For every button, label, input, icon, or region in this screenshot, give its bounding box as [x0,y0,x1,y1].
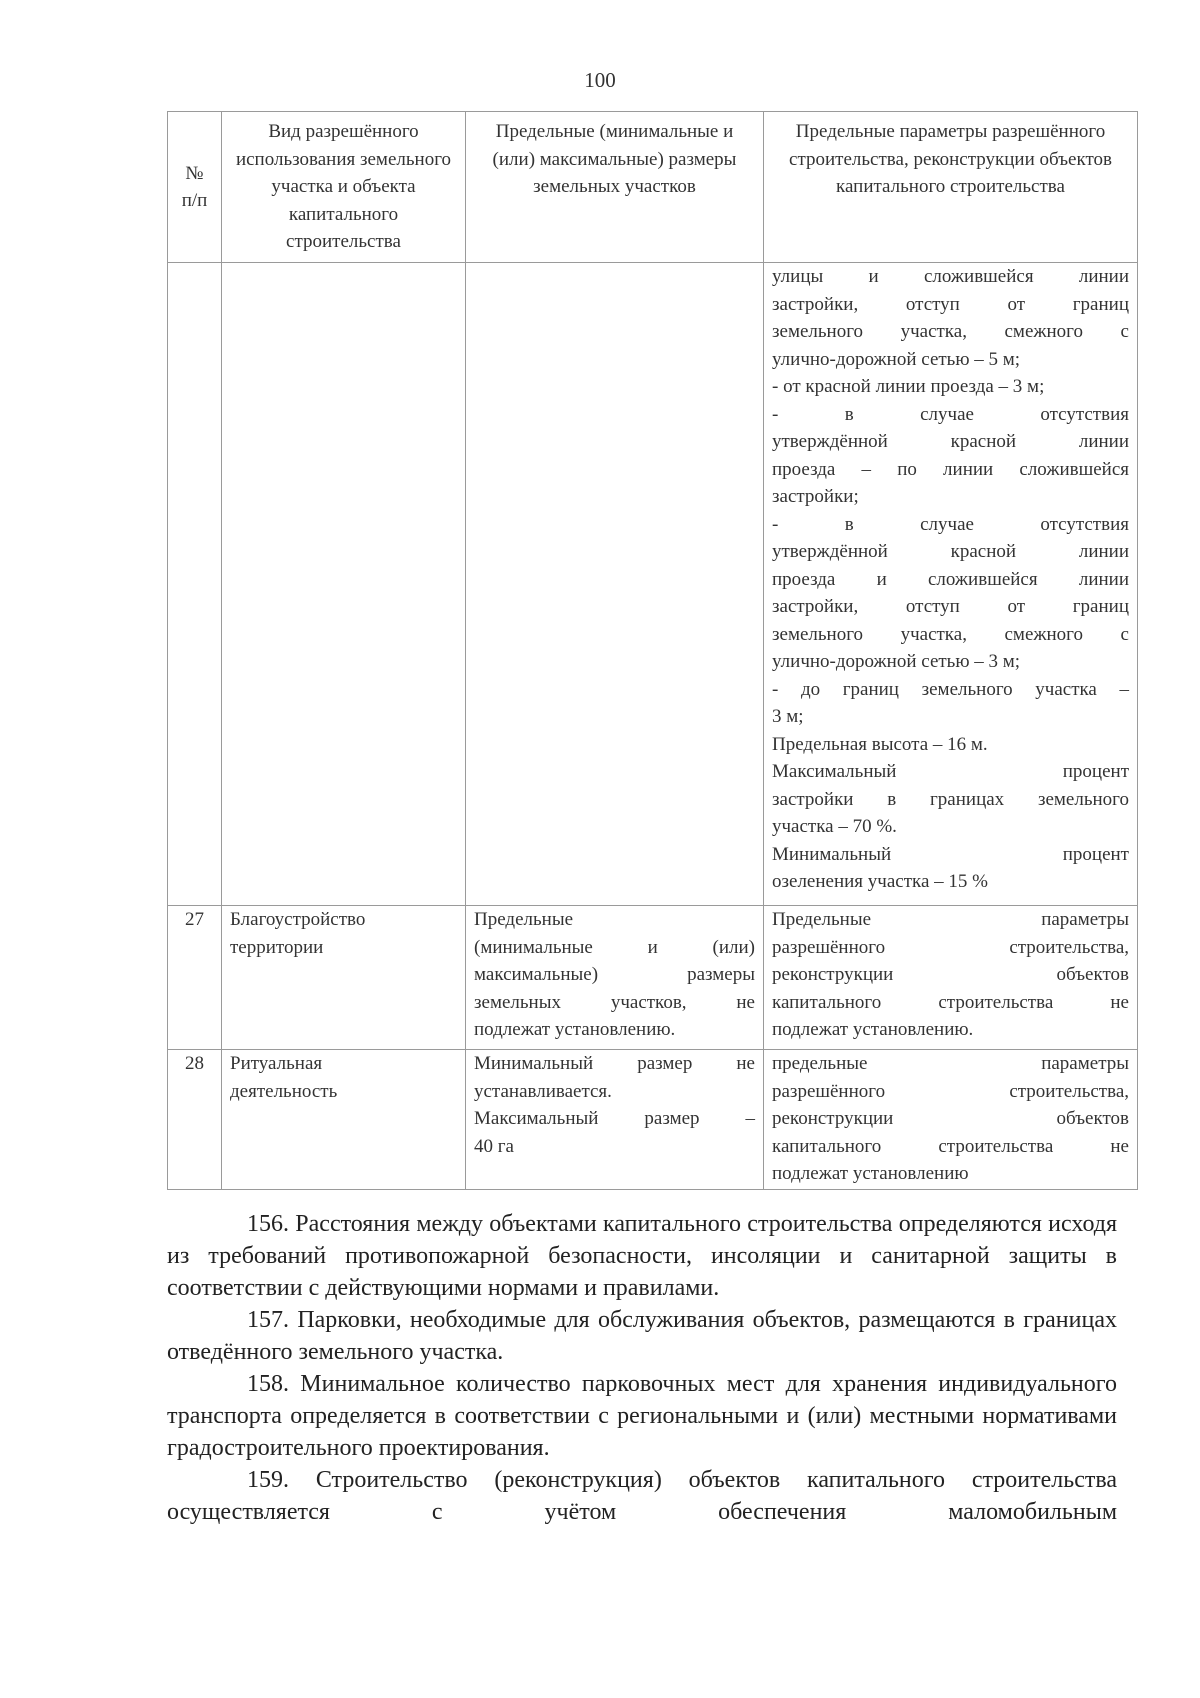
table-header-row [168,112,1138,263]
params-line: участка – 70 %. [772,816,897,837]
params-line: Максимальный процент [772,761,1129,782]
page-number: 100 [584,68,616,92]
kind-line: деятельность [230,1080,338,1102]
cell-size-continuation [466,263,764,906]
params-line: - в случае отсутствия [772,513,1129,535]
size-line: подлежат установлению. [474,1019,676,1040]
size-line: (минимальные и (или) [474,936,755,958]
header-plot-size: Предельные (минимальные и (или) максимальные) размеры земельных участков [466,112,764,263]
header-number: № п/п [168,112,222,263]
body-text [167,1208,1117,1528]
params-line: разрешённого строительства, [772,1080,1129,1102]
params-line: улично-дорожной сетью – 5 м; [772,348,1021,370]
cell-params-continuation [764,263,1138,906]
size-line: Максимальный размер – [474,1108,755,1129]
params-line: проезда и сложившейся линии [772,568,1129,590]
params-line: улично-дорожной сетью – 3 м; [772,651,1021,672]
params-line: 3 м; [772,706,804,727]
table-row [168,906,1138,1050]
params-line: улицы и сложившейся линии [772,266,1129,287]
cell-num: 28 [168,1050,222,1190]
paragraph-157: 157. Парковки, необходимые для обслуживания объектов, размещаются в границах отведённого земельного участка. [167,1307,1117,1365]
size-line: Предельные [474,909,574,930]
params-line: - до границ земельного участка – [772,678,1129,700]
params-line: земельного участка, смежного с [772,623,1129,645]
cell-params [764,1050,1138,1190]
params-line: утверждённой красной линии [772,541,1129,562]
cell-kind [222,906,466,1050]
params-line: реконструкции объектов [772,1108,1129,1129]
size-line: устанавливается. [474,1080,612,1102]
params-line: - в случае отсутствия [772,403,1129,425]
params-line: застройки; [772,486,859,507]
params-line: капитального строительства не [772,991,1129,1013]
cell-kind-continuation [222,263,466,906]
params-line: капитального строительства не [772,1135,1129,1157]
cell-params [764,906,1138,1050]
params-line: предельные параметры [772,1053,1129,1074]
size-line: земельных участков, не [474,991,755,1013]
cell-num-continuation [168,263,222,906]
kind-line: Ритуальная [230,1053,323,1074]
params-line: озеленения участка – 15 % [772,871,988,892]
table-row-continuation [168,263,1138,906]
params-line: застройки, отступ от границ [772,293,1129,315]
paragraph-159: 159. Строительство (реконструкция) объектов капитального строительства осуществляется с учётом обеспечения маломобильным [167,1467,1117,1525]
header-build-params: Предельные параметры разрешённого строительства, реконструкции объектов капитального строительства [764,112,1138,263]
paragraph-158: 158. Минимальное количество парковочных мест для хранения индивидуального транспорта определяется в соответствии с региональными и (или) местными нормативами градостроительного проектирования. [167,1371,1117,1461]
params-line: застройки, отступ от границ [772,596,1129,617]
params-line: - от красной линии проезда – 3 м; [772,376,1045,397]
params-line: застройки в границах земельного [772,788,1129,810]
params-line: разрешённого строительства, [772,936,1129,958]
cell-size [466,1050,764,1190]
cell-kind [222,1050,466,1190]
size-line: Минимальный размер не [474,1053,755,1074]
kind-line: территории [230,936,324,958]
cell-num: 27 [168,906,222,1050]
header-use-kind: Вид разрешённого использования земельного участка и объекта капитального строительства [222,112,466,263]
size-line: максимальные) размеры [474,964,755,985]
table-row [168,1050,1138,1190]
params-line: подлежат установлению. [772,1019,974,1040]
params-line: проезда – по линии сложившейся [772,458,1129,480]
params-line: Минимальный процент [772,843,1129,865]
paragraph-156: 156. Расстояния между объектами капитального строительства определяются исходя из требований противопожарной безопасности, инсоляции и санитарной защиты в соответствии с действующими нормами и правилами. [167,1211,1117,1301]
params-line: Предельная высота – 16 м. [772,733,988,755]
params-line: реконструкции объектов [772,964,1129,985]
params-line: утверждённой красной линии [772,431,1129,452]
params-line: Предельные параметры [772,909,1129,930]
size-line: 40 га [474,1135,514,1157]
kind-line: Благоустройство [230,909,366,930]
cell-size [466,906,764,1050]
parameters-table [167,111,1138,1190]
params-line: земельного участка, смежного с [772,321,1129,342]
params-line: подлежат установлению [772,1163,969,1184]
